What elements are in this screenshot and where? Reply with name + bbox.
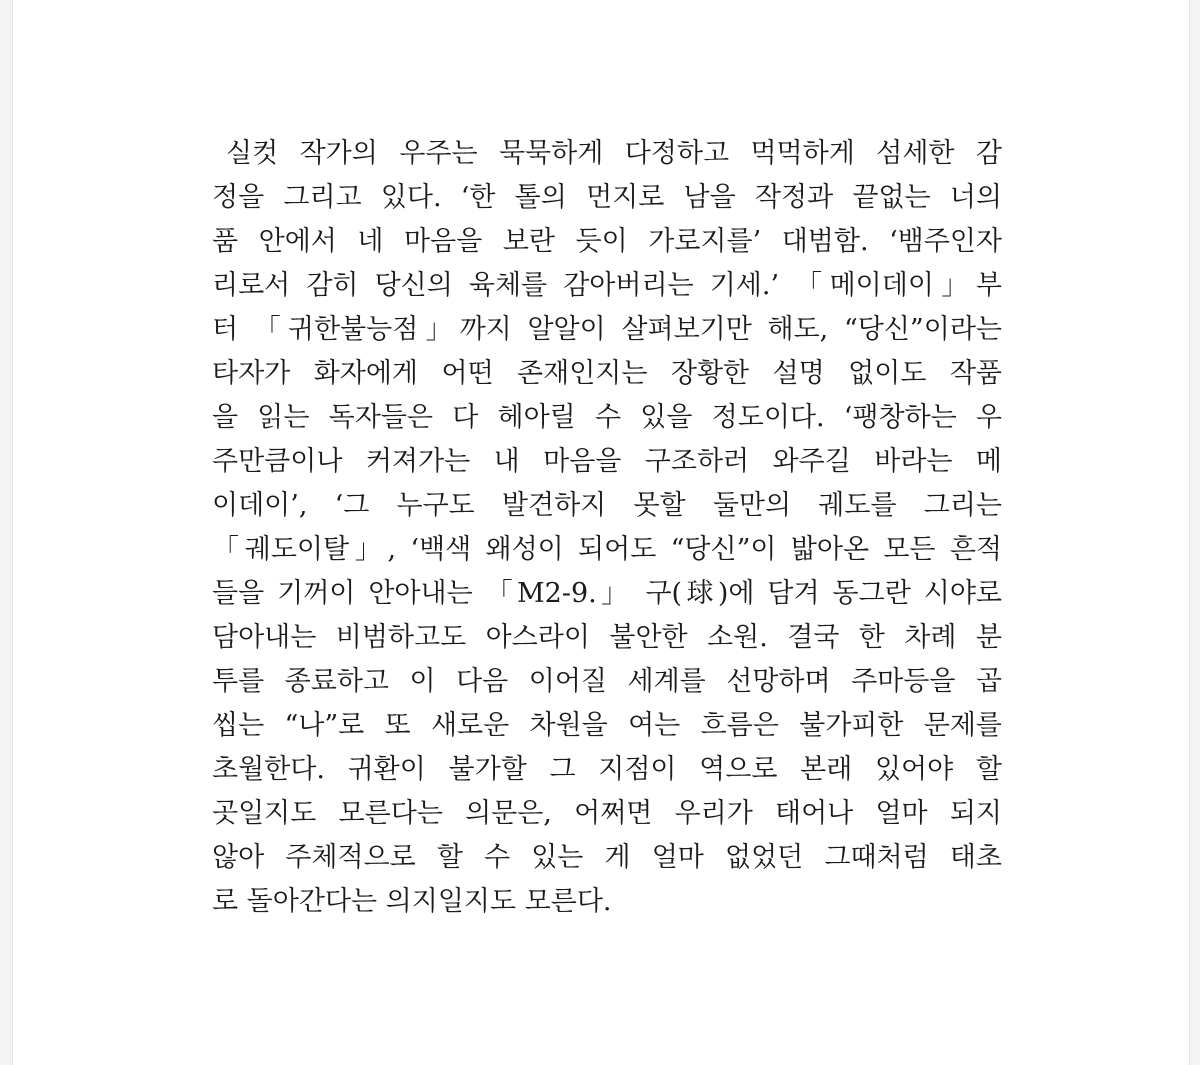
paragraph-line: 타자가 화자에게 어떤 존재인지는 장황한 설명 없이도 작품 <box>212 358 1002 389</box>
paragraph-line: 초월한다. 귀환이 불가할 그 지점이 역으로 본래 있어야 할 <box>212 754 1002 785</box>
paragraph-line: 로 돌아간다는 의지일지도 모른다. <box>212 886 612 917</box>
body-paragraph <box>212 132 1002 924</box>
paragraph-line: 씹는 “나”로 또 새로운 차원을 여는 흐름은 불가피한 문제를 <box>212 710 1002 741</box>
document-page <box>12 0 1190 1065</box>
paragraph-line: 들을 기꺼이 안아내는 「M2-9.」 구(球)에 담겨 동그란 시야로 <box>212 578 1002 609</box>
paragraph-line: 주만큼이나 커져가는 내 마음을 구조하러 와주길 바라는 메 <box>212 446 1002 477</box>
paragraph-line: 이데이’, ‘그 누구도 발견하지 못할 둘만의 궤도를 그리는 <box>212 490 1002 521</box>
paragraph-line: 담아내는 비범하고도 아스라이 불안한 소원. 결국 한 차례 분 <box>212 622 1002 653</box>
paragraph-line: 터 「귀한불능점」까지 알알이 살펴보기만 해도, “당신”이라는 <box>212 314 1002 345</box>
paragraph-line: 실컷 작가의 우주는 묵묵하게 다정하고 먹먹하게 섬세한 감 <box>226 138 1002 169</box>
paragraph-line: 품 안에서 네 마음을 보란 듯이 가로지를’ 대범함. ‘뱀주인자 <box>212 226 1002 257</box>
paragraph-line: 정을 그리고 있다. ‘한 톨의 먼지로 남을 작정과 끝없는 너의 <box>212 182 1002 213</box>
paragraph-line: 「궤도이탈」, ‘백색 왜성이 되어도 “당신”이 밟아온 모든 흔적 <box>212 534 1002 565</box>
paragraph-line: 을 읽는 독자들은 다 헤아릴 수 있을 정도이다. ‘팽창하는 우 <box>212 402 1002 433</box>
paragraph-line: 곳일지도 모른다는 의문은, 어쩌면 우리가 태어나 얼마 되지 <box>212 798 1002 829</box>
paragraph-line: 않아 주체적으로 할 수 있는 게 얼마 없었던 그때처럼 태초 <box>212 842 1002 873</box>
paragraph-line: 투를 종료하고 이 다음 이어질 세계를 선망하며 주마등을 곱 <box>212 666 1002 697</box>
paragraph-line: 리로서 감히 당신의 육체를 감아버리는 기세.’ 「메이데이」부 <box>212 270 1002 301</box>
